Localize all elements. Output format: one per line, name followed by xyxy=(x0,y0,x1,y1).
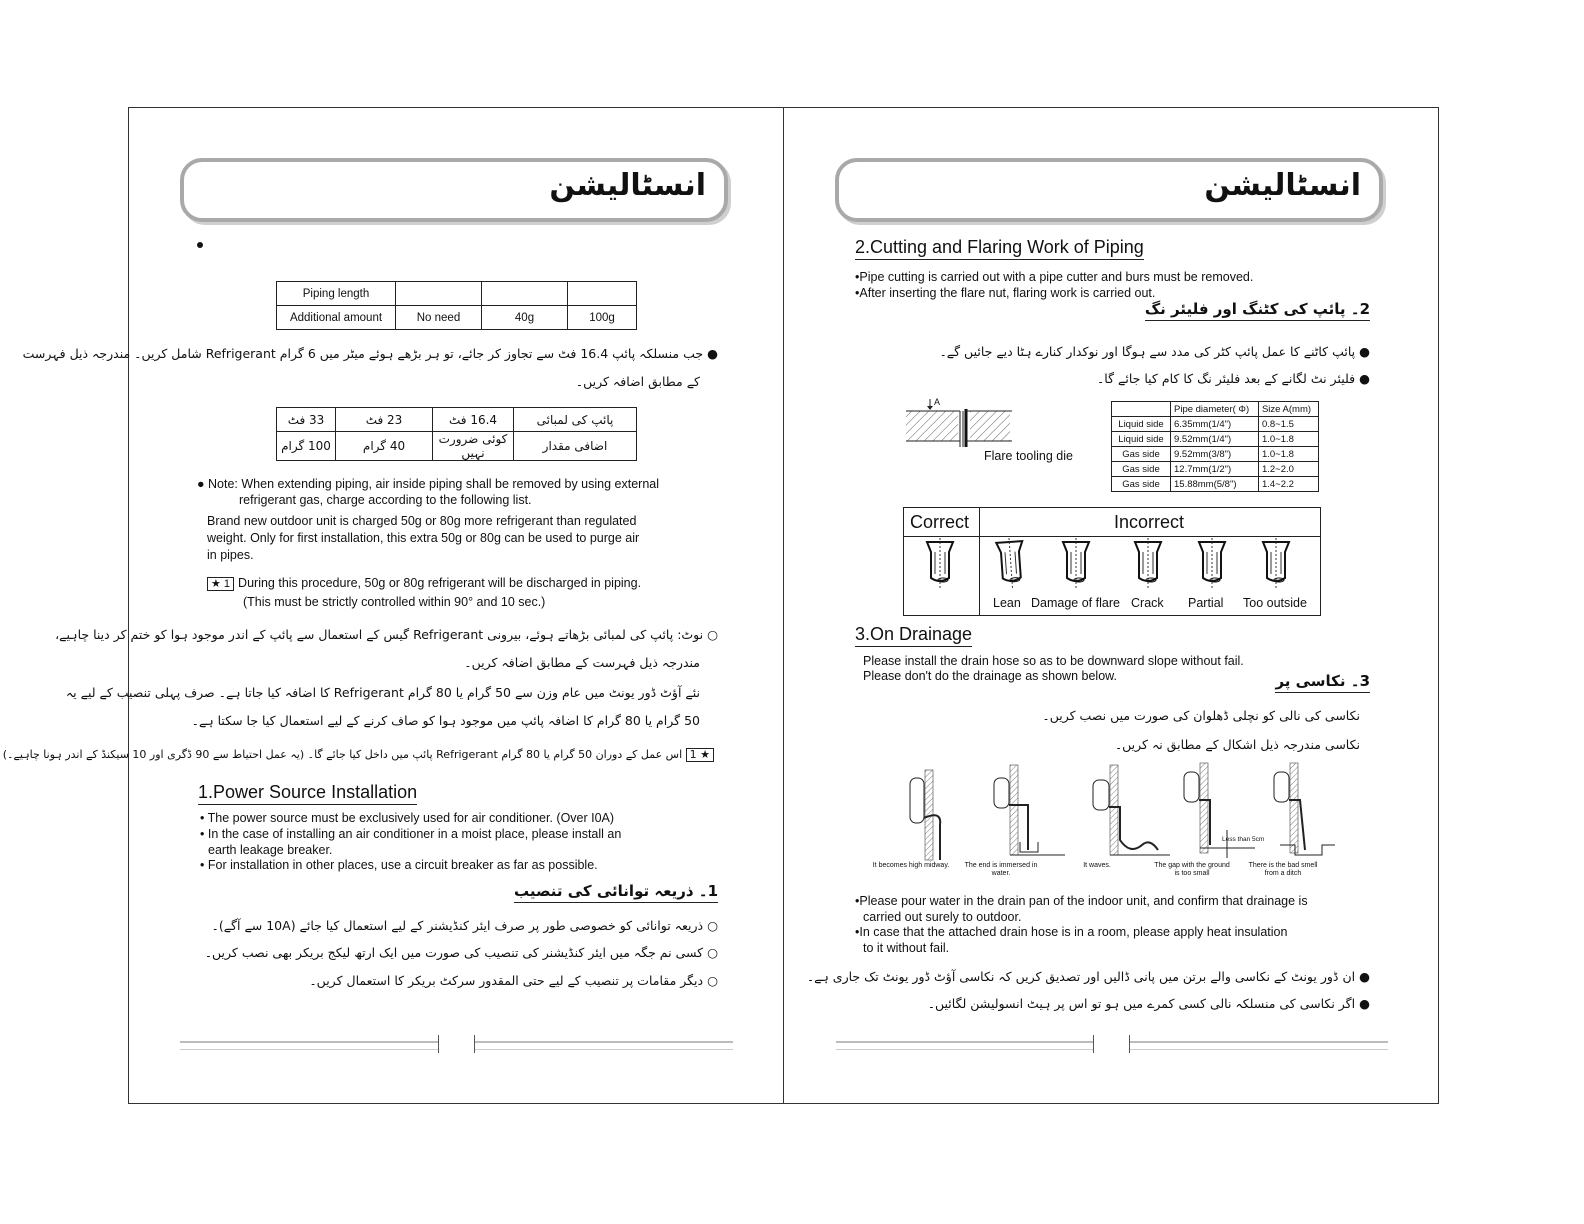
table-cell xyxy=(1112,402,1171,417)
footer-rule xyxy=(475,1041,733,1050)
correct-label: Correct xyxy=(910,512,970,532)
urdu-text: نوٹ: پائپ کی لمبائی بڑھاتے ہوئے، بیرونی Refrigerant گیس کے استعمال سے پائپ کے اندر موجود ہوا کو ختم کر دینا چاہیے، xyxy=(55,627,704,642)
list-item: •Please pour water in the drain pan of the indoor unit, and confirm that drainage is xyxy=(855,894,1308,908)
drain-gap-note: Less than 5cm xyxy=(1222,836,1265,843)
footer-rule xyxy=(836,1041,1093,1050)
table-cell: پائپ کی لمبائی xyxy=(514,408,637,432)
table-cell xyxy=(568,282,637,306)
table-cell: 40g xyxy=(482,306,568,330)
list-text: The power source must be exclusively used for air conditioner. (Over I0A) xyxy=(207,811,615,825)
table-cell: 16.4 فٹ xyxy=(433,408,514,432)
table-cell: Gas side xyxy=(1112,447,1171,462)
table-row xyxy=(1112,432,1319,447)
table-cell: 6.35mm(1/4") xyxy=(1171,417,1259,432)
section-title: 2.Cutting and Flaring Work of Piping xyxy=(855,237,1144,260)
urdu-list-item: ○ ذریعہ توانائی کو خصوصی طور پر صرف ایئر کنڈیشنر کے لیے استعمال کیا جائے (10A سے آگے)۔ xyxy=(211,918,718,933)
list-item: • The power source must be exclusively used for air conditioner. (Over I0A) xyxy=(200,811,615,825)
flare-nut-partial-icon xyxy=(1199,538,1225,588)
urdu-text: کسی نم جگہ میں ایئر کنڈیشنر کی تنصیب کی صورت میں ایک ارتھ لیکج بریکر بھی نصب کریں۔ xyxy=(204,945,704,960)
urdu-star xyxy=(3,745,718,765)
table-cell: 1.0~1.8 xyxy=(1258,447,1318,462)
flare-label-partial: Partial xyxy=(1188,596,1224,610)
die-label: Flare tooling die xyxy=(984,449,1073,463)
urdu-text: ذریعہ توانائی کو خصوصی طور پر صرف ایئر کنڈیشنر کے لیے استعمال کیا جائے (10A سے آگے)۔ xyxy=(211,918,704,933)
table-cell: 1.2~2.0 xyxy=(1258,462,1318,477)
header-title: انسٹالیشن xyxy=(1204,168,1361,203)
table-cell: اضافی مقدار xyxy=(514,432,637,461)
urdu-list-item: ○ دیگر مقامات پر تنصیب کے لیے حتی المقدور سرکٹ بریکر کا استعمال کریں۔ xyxy=(309,973,718,988)
table-row xyxy=(277,432,637,461)
table-cell: 0.8~1.5 xyxy=(1258,417,1318,432)
drainage-text: Please don't do the drainage as shown below. xyxy=(863,669,1117,683)
drain-caption: The gap with the ground is too small xyxy=(1154,862,1230,877)
flare-nut-crack-icon xyxy=(1135,538,1161,588)
urdu-list-item: ● ان ڈور یونٹ کے نکاسی والے برتن میں پانی ڈالیں اور تصدیق کریں کہ نکاسی آؤٹ ڈور یونٹ تک جاری ہے۔ xyxy=(806,969,1370,984)
flare-label-damage: Damage of flare xyxy=(1031,596,1120,610)
table-cell: 1.4~2.2 xyxy=(1258,477,1318,492)
urdu-list-item: ● فلیئر نٹ لگانے کے بعد فلیئر نگ کا کام کیا جائے گا۔ xyxy=(1096,371,1370,386)
flare-nut-lean-icon xyxy=(996,537,1025,589)
star-text: During this procedure, 50g or 80g refrigerant will be discharged in piping. xyxy=(238,576,642,590)
list-text: After inserting the flare nut, flaring work is carried out. xyxy=(859,286,1156,300)
list-text: earth leakage breaker. xyxy=(208,843,333,857)
right-header-box xyxy=(835,158,1383,222)
footer-tick xyxy=(1093,1035,1094,1053)
drain-figure-waves xyxy=(1093,765,1170,855)
table-cell: Liquid side xyxy=(1112,432,1171,447)
urdu-text: نئے آؤٹ ڈور یونٹ میں عام وزن سے 50 گرام یا 80 گرام Refrigerant کا اضافہ کیا جاتا ہے۔ صرف پہلی تنصیب کے لیے یہ xyxy=(65,685,700,700)
urdu-list-item: ○ کسی نم جگہ میں ایئر کنڈیشنر کی تنصیب کی صورت میں ایک ارتھ لیکج بریکر بھی نصب کریں۔ xyxy=(204,945,718,960)
pipe-size-table xyxy=(1111,401,1319,492)
table-row xyxy=(1112,402,1319,417)
section-title: 3.On Drainage xyxy=(855,624,972,647)
page-divider xyxy=(783,107,784,1104)
table-cell: Gas side xyxy=(1112,462,1171,477)
piping-table-en xyxy=(276,281,637,330)
drain-caption: The end is immersed in water. xyxy=(964,862,1038,877)
die-marker-label: A xyxy=(934,397,941,407)
list-text: In the case of installing an air conditioner in a moist place, please install an xyxy=(207,827,622,841)
table-cell: 23 فٹ xyxy=(336,408,433,432)
urdu-list-item: ● اگر نکاسی کی منسلکہ نالی کسی کمرے میں ہو تو اس پر ہیٹ انسولیشن لگائیں۔ xyxy=(927,996,1370,1011)
urdu-text: اس عمل کے دوران 50 گرام یا 80 گرام Refrigerant پائپ میں داخل کیا جائے گا۔ (یہ عمل احتیاط سے 90 ڈگری اور 10 سیکنڈ کے اندر ہونا چاہیے۔) xyxy=(2,748,683,761)
flare-label-too-outside: Too outside xyxy=(1243,596,1307,610)
table-row xyxy=(1112,477,1319,492)
drainage-text: Please install the drain hose so as to be downward slope without fail. xyxy=(863,654,1244,668)
table-cell: 12.7mm(1/2") xyxy=(1171,462,1259,477)
drain-caption: It waves. xyxy=(1083,862,1111,869)
drain-figure-immersed xyxy=(994,765,1065,855)
urdu-text: اگر نکاسی کی منسلکہ نالی کسی کمرے میں ہو تو اس پر ہیٹ انسولیشن لگائیں۔ xyxy=(927,996,1356,1011)
urdu-bullet-text: ● جب منسلکہ پائپ 16.4 فٹ سے تجاوز کر جائے، تو ہر بڑھے ہوئے میٹر میں 6 گرام Refrigerant شامل کریں۔ مندرجہ ذیل فہرست xyxy=(22,346,718,361)
table-row xyxy=(277,306,637,330)
table-cell: Liquid side xyxy=(1112,417,1171,432)
flare-nut-damage-of-flare-icon xyxy=(1063,538,1089,588)
list-text: carried out surely to outdoor. xyxy=(863,910,1022,924)
list-item: •Pipe cutting is carried out with a pipe cutter and burs must be removed. xyxy=(855,270,1254,284)
table-cell xyxy=(396,282,482,306)
urdu-text: پائپ کاٹنے کا عمل پائپ کٹر کی مدد سے ہوگا اور نوکدار کنارے ہٹا دیے جائیں گے۔ xyxy=(939,344,1356,359)
drain-figure-ditch xyxy=(1274,763,1335,855)
urdu-text: مندرجہ ذیل فہرست کے مطابق اضافہ کریں۔ xyxy=(464,655,700,670)
table-cell: Size A(mm) xyxy=(1258,402,1318,417)
list-text: to it without fail. xyxy=(863,941,950,955)
table-cell: 100g xyxy=(568,306,637,330)
list-item: • In the case of installing an air conditioner in a moist place, please install an xyxy=(200,827,622,841)
drain-caption: It becomes high midway. xyxy=(872,862,950,869)
urdu-text: نکاسی کی نالی کو نچلی ڈھلوان کی صورت میں نصب کریں۔ xyxy=(1042,708,1360,723)
star-line xyxy=(207,575,641,591)
table-cell: 9.52mm(3/8") xyxy=(1171,447,1259,462)
footer-rule xyxy=(1130,1041,1388,1050)
bullet xyxy=(197,242,203,248)
flare-label-crack: Crack xyxy=(1131,596,1164,610)
brand-text: weight. Only for first installation, this extra 50g or 80g can be used to purge air xyxy=(207,531,640,545)
star-icon: ★ 1 xyxy=(207,577,234,591)
note-text: Note: When extending piping, air inside piping shall be removed by using external xyxy=(208,477,659,491)
note-line: ● Note: When extending piping, air inside piping shall be removed by using external xyxy=(197,477,659,491)
incorrect-label: Incorrect xyxy=(1114,512,1185,532)
table-row xyxy=(277,408,637,432)
footer-tick xyxy=(438,1035,439,1053)
list-text: Please pour water in the drain pan of the indoor unit, and confirm that drainage is xyxy=(859,894,1308,908)
brand-text: Brand new outdoor unit is charged 50g or 80g more refrigerant than regulated xyxy=(207,514,637,528)
table-cell: 33 فٹ xyxy=(277,408,336,432)
table-cell: Gas side xyxy=(1112,477,1171,492)
brand-text: in pipes. xyxy=(207,548,254,562)
drain-figure-high-midway xyxy=(910,770,940,860)
urdu-section-title: 3۔ نکاسی پر xyxy=(1275,672,1370,693)
table-row xyxy=(1112,462,1319,477)
urdu-text: دیگر مقامات پر تنصیب کے لیے حتی المقدور سرکٹ بریکر کا استعمال کریں۔ xyxy=(309,973,704,988)
left-header-box xyxy=(180,158,728,222)
flare-nut-drawings xyxy=(903,536,1321,596)
urdu-section-title: 2۔ پائپ کی کٹنگ اور فلیئر نگ xyxy=(1145,300,1370,321)
star-text: (This must be strictly controlled within 90° and 10 sec.) xyxy=(243,595,546,609)
list-text: In case that the attached drain hose is in a room, please apply heat insulation xyxy=(859,925,1288,939)
flare-nut-too-outside-icon xyxy=(1263,538,1289,588)
urdu-text: فلیئر نٹ لگانے کے بعد فلیئر نگ کا کام کیا جائے گا۔ xyxy=(1096,371,1356,386)
table-cell: Piping length xyxy=(277,282,396,306)
table-cell: کوئی ضرورت نہیں xyxy=(433,432,514,461)
table-cell: Pipe diameter( Φ) xyxy=(1171,402,1259,417)
flare-die-diagram xyxy=(900,397,1020,447)
footer-rule xyxy=(180,1041,438,1050)
table-cell: Additional amount xyxy=(277,306,396,330)
table-cell: 1.0~1.8 xyxy=(1258,432,1318,447)
table-cell: 9.52mm(1/4") xyxy=(1171,432,1259,447)
urdu-text: 50 گرام یا 80 گرام کا اضافہ پائپ میں موجود ہوا کو صاف کرنے کے لیے استعمال کیا جا سکتا ہے۔ xyxy=(191,713,700,728)
drainage-drawings xyxy=(880,760,1350,862)
urdu-text: کے مطابق اضافہ کریں۔ xyxy=(575,374,700,389)
note-text: refrigerant gas, charge according to the following list. xyxy=(239,493,532,507)
piping-table-ur xyxy=(276,407,637,461)
star-icon: ★ 1 xyxy=(686,748,714,762)
table-cell: 15.88mm(5/8") xyxy=(1171,477,1259,492)
section-title: 1.Power Source Installation xyxy=(198,782,417,805)
table-row xyxy=(1112,417,1319,432)
list-text: Pipe cutting is carried out with a pipe cutter and burs must be removed. xyxy=(859,270,1254,284)
table-cell: 100 گرام xyxy=(277,432,336,461)
list-item: • For installation in other places, use a circuit breaker as far as possible. xyxy=(200,858,598,872)
urdu-text: نکاسی مندرجہ ذیل اشکال کے مطابق نہ کریں۔ xyxy=(1114,737,1360,752)
table-cell xyxy=(482,282,568,306)
header-title: انسٹالیشن xyxy=(549,168,706,203)
flare-nut-correct-icon xyxy=(927,538,953,588)
urdu-list-item: ● پائپ کاٹنے کا عمل پائپ کٹر کی مدد سے ہوگا اور نوکدار کنارے ہٹا دیے جائیں گے۔ xyxy=(939,344,1370,359)
table-row xyxy=(277,282,637,306)
urdu-section-title: 1۔ ذریعہ توانائی کی تنصیب xyxy=(514,882,718,903)
urdu-text: ان ڈور یونٹ کے نکاسی والے برتن میں پانی ڈالیں اور تصدیق کریں کہ نکاسی آؤٹ ڈور یونٹ تک جاری ہے۔ xyxy=(806,969,1356,984)
list-item: •After inserting the flare nut, flaring work is carried out. xyxy=(855,286,1156,300)
urdu-note: ○ نوٹ: پائپ کی لمبائی بڑھاتے ہوئے، بیرونی Refrigerant گیس کے استعمال سے پائپ کے اندر موجود ہوا کو ختم کر دینا چاہیے، xyxy=(55,627,718,642)
table-cell: 40 گرام xyxy=(336,432,433,461)
urdu-text: جب منسلکہ پائپ 16.4 فٹ سے تجاوز کر جائے، تو ہر بڑھے ہوئے میٹر میں 6 گرام Refrigerant شامل کریں۔ مندرجہ ذیل فہرست xyxy=(22,346,704,361)
table-row xyxy=(1112,447,1319,462)
flare-label-lean: Lean xyxy=(993,596,1021,610)
list-text: For installation in other places, use a circuit breaker as far as possible. xyxy=(207,858,598,872)
drain-caption: There is the bad smell from a ditch xyxy=(1248,862,1318,877)
drain-figure-gap-small xyxy=(1184,763,1255,858)
table-cell: No need xyxy=(396,306,482,330)
list-item: •In case that the attached drain hose is in a room, please apply heat insulation xyxy=(855,925,1288,939)
